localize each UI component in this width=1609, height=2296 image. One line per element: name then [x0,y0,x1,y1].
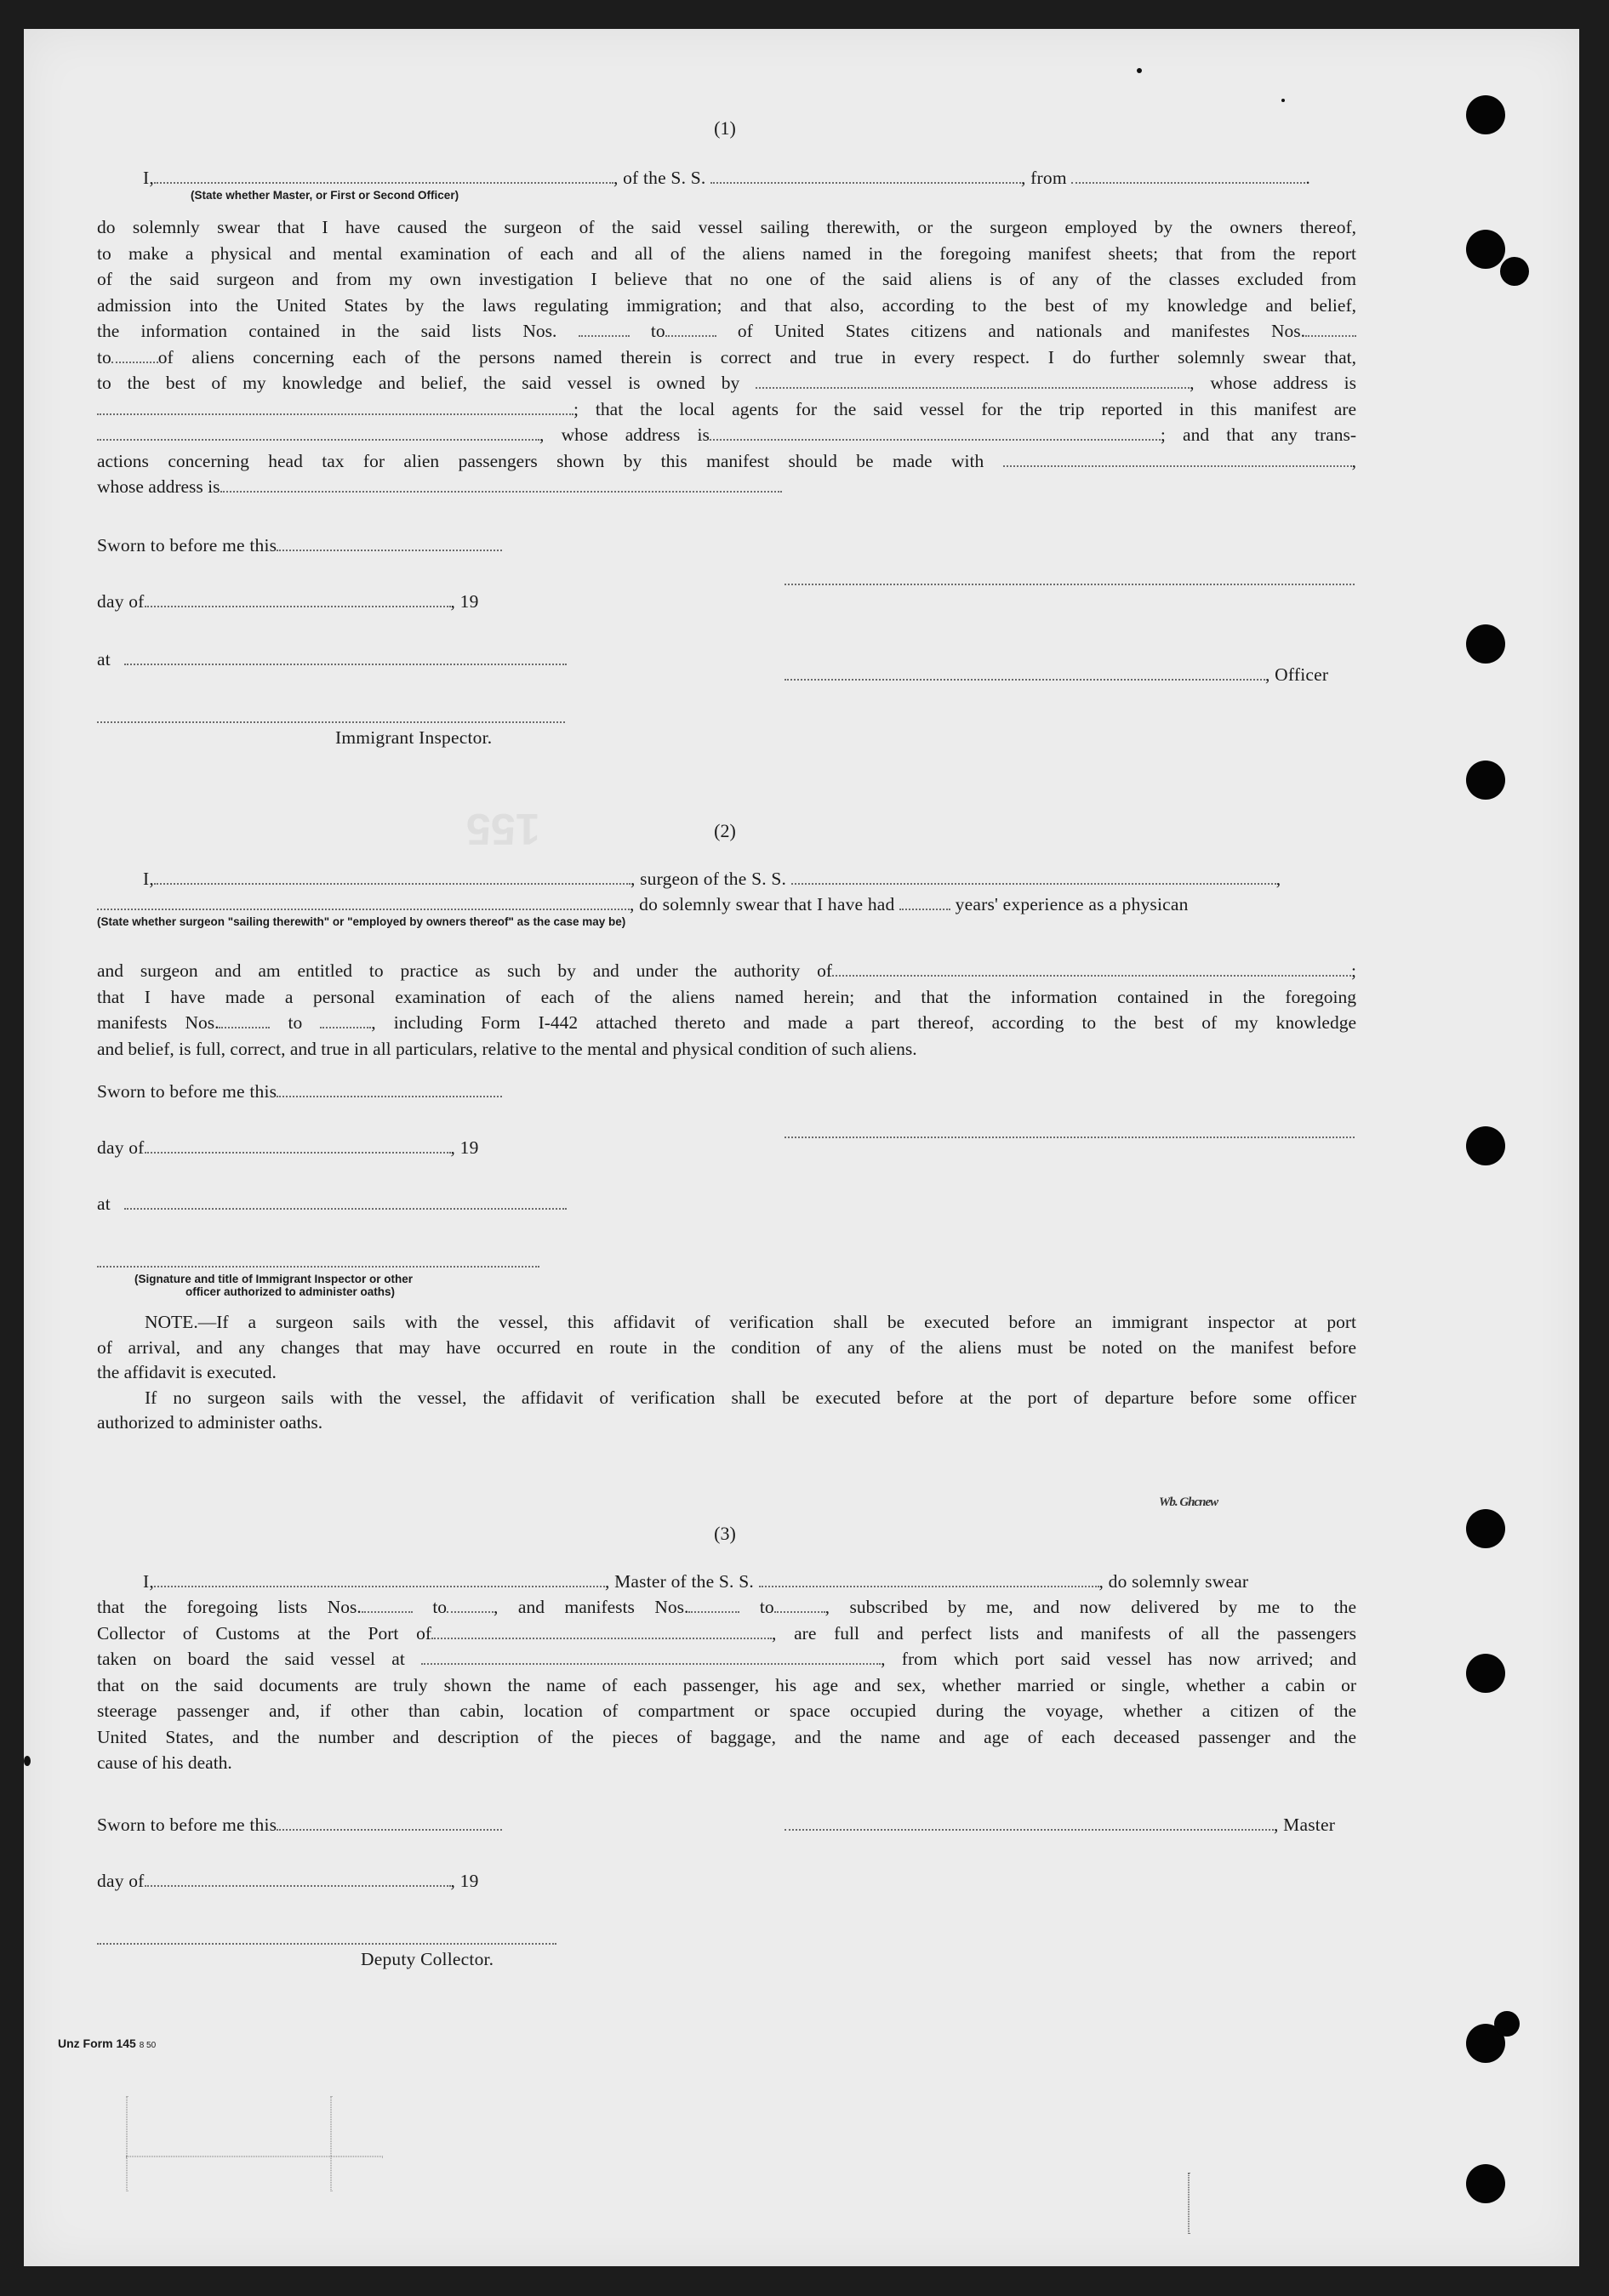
punch-hole [1466,1654,1505,1693]
years-field[interactable] [899,893,950,910]
section-3-line-1 [143,1569,1248,1594]
text: ; and that any trans- [1160,424,1356,445]
section-2-caption: (State whether surgeon "sailing therewith" or "employed by owners thereof" as the case may be) [97,915,626,928]
faint-mark [1188,2173,1190,2234]
ink-speck [24,1756,31,1766]
section-2-body [97,958,1356,1062]
text: years' experience as a physican [955,894,1189,914]
punch-hole [1466,1126,1505,1165]
text: ; [1351,960,1356,981]
signature-line[interactable] [785,1135,1355,1138]
text: day of [97,1137,145,1158]
day-of-field[interactable] [145,1870,451,1887]
punch-hole [1466,95,1505,134]
manifests-from-field[interactable] [688,1596,739,1613]
text: at [97,1194,111,1214]
text: NOTE.—If a surgeon sails with the vessel, this affidavit of verification shall be executed before an immigrant inspector at port [145,1312,1356,1332]
lists-from-field[interactable] [579,320,630,337]
departure-port-field[interactable] [421,1648,881,1665]
port-field[interactable] [431,1622,772,1639]
text: and belief, is full, correct, and true in all particulars, relative to the mental and physical condition of such aliens. [97,1038,917,1059]
text: ; that the local agents for the said vessel for the trip reported in this manifest are [573,398,1356,419]
text: , subscribed by me, and now delivered by me to the [824,1597,1357,1617]
text: , of the S. S. [613,168,706,188]
section-3-master [785,1812,1335,1837]
section-1-at [97,647,567,672]
manifest-affidavit-page [24,29,1579,2266]
vessel-field[interactable] [759,1570,1099,1587]
section-3-sworn [97,1812,502,1837]
lists-to-field[interactable] [665,320,716,337]
text: United States, and the number and description of the pieces of baggage, and the name and age of each deceased passenger and the [97,1726,1356,1747]
form-id [58,2037,156,2050]
text: taken on board the said vessel at [97,1649,405,1669]
text: , 19 [450,1137,479,1158]
text: , do solemnly swear that I have had [630,894,895,914]
section-1-sworn [97,533,502,558]
inspector-signature-line[interactable] [97,1264,539,1268]
section-3-collector: Deputy Collector. [361,1949,494,1969]
signature-line[interactable] [785,582,1355,585]
head-tax-field[interactable] [1003,450,1352,467]
day-of-field[interactable] [145,1137,451,1154]
lists-from-field[interactable] [362,1596,413,1613]
section-2-number: (2) [714,820,736,841]
text: and surgeon and am entitled to practice as such by and under the authority of [97,960,833,981]
text: to [432,1597,448,1617]
lists-to-field[interactable] [447,1596,494,1613]
ink-speck [1137,68,1142,73]
sworn-date-field[interactable] [277,534,502,551]
text: , whose address is [1190,373,1356,393]
faint-mark [126,2156,383,2157]
text: cause of his death. [97,1752,232,1773]
punch-hole [1494,2011,1520,2037]
text: , Master [1274,1815,1336,1835]
section-1-inspector: Immigrant Inspector. [335,727,493,748]
vessel-field[interactable] [791,868,1276,885]
text: , whose address is [539,424,710,445]
section-1-line-1 [143,165,1310,191]
punch-hole [1466,1509,1505,1548]
text: , 19 [450,591,479,612]
sworn-date-field[interactable] [277,1814,502,1831]
at-field[interactable] [124,1193,567,1210]
text: the affidavit is executed. [97,1362,277,1382]
text: Unz Form 145 [58,2037,136,2050]
surgeon-name-field[interactable] [154,868,630,885]
master-signature-field[interactable] [785,1814,1274,1831]
section-1-number: (1) [714,117,736,139]
text: , and manifests Nos. [494,1597,689,1617]
name-field[interactable] [154,167,613,184]
text: manifests Nos. [97,1012,220,1033]
text: to make a physical and mental examination of each and all of the aliens named in the foregoing manifest sheets; that from the report [97,242,1356,264]
section-2-sworn [97,1079,502,1104]
text: , do solemnly swear [1098,1571,1249,1592]
section-3-day-of [97,1868,479,1894]
text: , Master of the S. S. [604,1571,754,1592]
text: , are full and perfect lists and manifests of all the passengers [772,1622,1357,1644]
day-of-field[interactable] [145,590,451,607]
text: , [1275,869,1281,889]
signature-caption-2: officer authorized to administer oaths) [185,1285,396,1298]
punch-hole [1466,2164,1505,2203]
section-1-caption: (State whether Master, or First or Second Officer) [191,189,459,202]
text: steerage passenger and, if other than cabin, location of compartment or space occupied during the voyage, whether a citizen of the [97,1701,1356,1721]
manifests-to-field[interactable] [111,346,158,363]
agents-address-field[interactable] [710,424,1161,441]
collector-signature-line[interactable] [97,1941,556,1945]
punch-hole [1500,257,1529,286]
head-tax-address-field[interactable] [220,476,782,493]
text: to [650,321,665,341]
section-1-day-of [97,589,479,614]
text: actions concerning head tax for alien passengers shown by this manifest should be made with [97,450,984,471]
at-field[interactable] [124,648,567,665]
text: of aliens concerning each of the persons named therein is correct and true in every respect. I do further solemnly swear that, [157,346,1356,367]
section-2-line-1 [143,866,1281,892]
text: do solemnly swear that I have caused the surgeon of the said vessel sailing therewith, or the surgeon employed by the owners thereof, [97,217,1356,237]
sworn-date-field[interactable] [277,1080,502,1097]
text: , [1351,450,1356,471]
text: . [1305,168,1310,188]
text: day of [97,591,145,612]
text: 8 50 [139,2041,157,2050]
text: that I have made a personal examination of each of the aliens named herein; and that the information contained in the foregoing [97,986,1356,1007]
section-1-body [97,214,1356,500]
faint-mark [330,2096,332,2191]
text: that on the said documents are truly shown the name of each passenger, his age and sex, whether married or single, whether a cabin or [97,1674,1356,1695]
text: Collector of Customs at the Port of [97,1622,432,1644]
punch-hole [1466,761,1505,800]
master-name-field[interactable] [154,1570,605,1587]
text: that the foregoing lists Nos. [97,1597,362,1617]
handwritten-scribble: Wb. Ghcnew [1159,1496,1218,1509]
officer-signature-field[interactable] [785,664,1265,681]
text: Sworn to before me this [97,1081,277,1102]
text: of arrival, and any changes that may have occurred en route in the condition of any of the aliens must be noted on the manifest before [97,1336,1356,1358]
owner-field[interactable] [756,372,1190,389]
text: to [97,346,111,367]
text: to [759,1597,774,1617]
manifests-to-field[interactable] [320,1011,371,1028]
text: at [97,649,111,669]
text: If no surgeon sails with the vessel, the affidavit of verification shall be executed before at the port of departure before some officer [145,1387,1356,1408]
text: I, [143,168,154,188]
manifests-from-field[interactable] [219,1011,270,1028]
punch-hole [1466,624,1505,664]
from-field[interactable] [1071,167,1305,184]
owner-address-field[interactable] [97,398,573,415]
section-3-number: (3) [714,1523,736,1544]
vessel-field[interactable] [710,167,1021,184]
text: the information contained in the said lists Nos. [97,321,557,341]
agents-field[interactable] [97,424,539,441]
manifests-to-field[interactable] [774,1596,825,1613]
section-2-note [97,1310,1356,1436]
faint-mark [126,2096,128,2191]
text: , 19 [450,1871,479,1891]
text: , Officer [1265,664,1329,685]
inspector-signature-line[interactable] [97,720,565,723]
section-1-officer [785,662,1328,687]
section-3-body [97,1594,1356,1776]
section-2-line-2 [97,892,1189,917]
text: I, [143,869,154,889]
text: whose address is [97,476,220,497]
text: , including Form I-442 attached thereto and made a part thereof, according to the best of my knowledge [371,1012,1357,1033]
text: of the said surgeon and from my own investigation I believe that no one of the said aliens is of any of the classes excluded from [97,269,1356,289]
text: admission into the United States by the laws regulating immigration; and that also, according to the best of my knowledge and belief, [97,294,1356,316]
faint-stamp: 155 [466,804,540,853]
signature-caption-1: (Signature and title of Immigrant Inspector or other [134,1273,414,1285]
text: , surgeon of the S. S. [630,869,787,889]
text: authorized to administer oaths. [97,1412,323,1433]
text: to the best of my knowledge and belief, the said vessel is owned by [97,373,740,393]
text: day of [97,1871,145,1891]
text: to [288,1012,303,1033]
ink-speck [1281,99,1285,102]
manifests-from-field[interactable] [1305,320,1356,337]
text: Sworn to before me this [97,535,277,555]
punch-hole [1466,230,1505,269]
text: , from which port said vessel has now arrived; and [881,1649,1356,1669]
text: Sworn to before me this [97,1815,277,1835]
text: of United States citizens and nationals and manifestes Nos. [737,321,1305,341]
section-2-day-of [97,1135,479,1160]
authority-field[interactable] [832,960,1351,977]
section-2-at [97,1191,567,1216]
surgeon-status-field[interactable] [97,893,630,910]
text: I, [143,1571,154,1592]
text: , from [1021,168,1067,188]
